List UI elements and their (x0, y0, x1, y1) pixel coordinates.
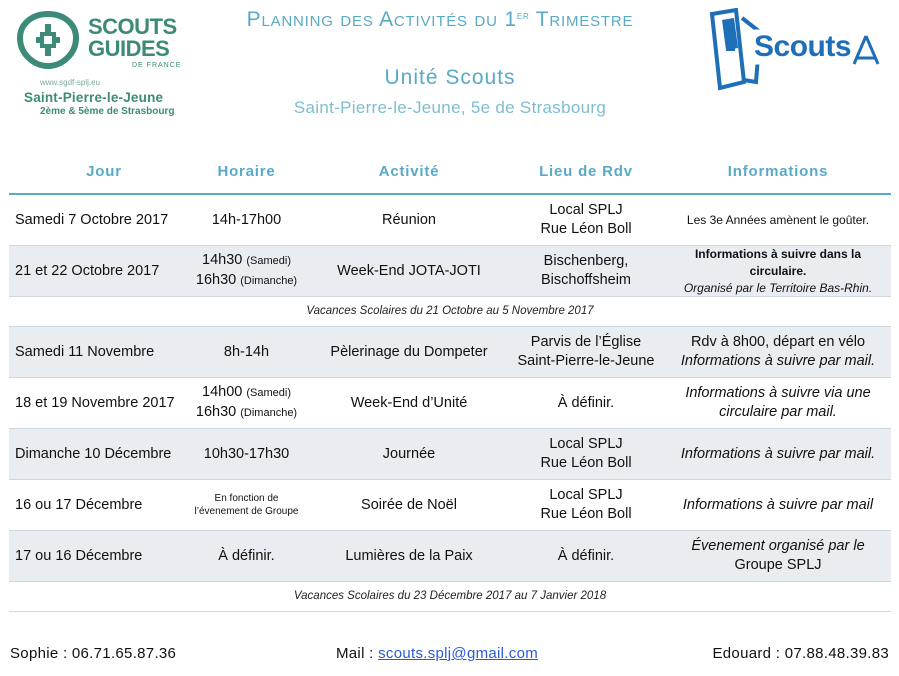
cell-activity: Week-End JOTA-JOTI (337, 262, 481, 279)
logo-word-guides: GUIDES (88, 36, 170, 61)
cell-place: À définir. (557, 394, 615, 411)
cell-place: Bischenberg, Bischoffsheim (541, 253, 631, 288)
scouts-logo-text: Scouts (754, 30, 852, 63)
scout-emblem-icon (12, 10, 84, 70)
cell-place: Local SPLJ Rue Léon Boll (540, 202, 632, 237)
cell-time: 8h-14h (223, 343, 270, 360)
cell-place: Local SPLJ Rue Léon Boll (540, 487, 632, 522)
logo-word-de-france: DE FRANCE (132, 62, 182, 69)
cell-activity: Journée (382, 445, 436, 462)
table-row (9, 246, 891, 297)
cell-time: 14h-17h00 (211, 211, 282, 228)
vacation-notice: Vacances Scolaires du 23 Décembre 2017 au 7 Janvier 2018 (9, 582, 891, 612)
cell-info: Informations à suivre dans la circulaire. Organisé par le Territoire Bas-Rhin. (683, 246, 873, 295)
contact-mail: Mail : scouts.splj@gmail.com (336, 645, 539, 662)
contact-sophie: Sophie : 06.71.65.87.36 (10, 645, 177, 662)
cell-day: 21 et 22 Octobre 2017 (15, 262, 160, 279)
header-jour: Jour (86, 163, 122, 180)
unit-title: Unité Scouts (384, 66, 516, 89)
cell-day: 17 ou 16 Décembre (15, 547, 143, 564)
table-row (9, 429, 891, 480)
cell-day: 18 et 19 Novembre 2017 (15, 394, 175, 411)
cell-time: 10h30-17h30 (203, 445, 290, 462)
header-activite: Activité (378, 163, 440, 180)
table-row (9, 195, 891, 246)
cell-day: 16 ou 17 Décembre (15, 496, 143, 513)
cell-day: Samedi 7 Octobre 2017 (15, 211, 169, 228)
mail-link[interactable]: scouts.splj@gmail.com (378, 645, 539, 662)
cell-info: Informations à suivre par mail (682, 496, 874, 513)
cell-time: 14h00 (Samedi) 16h30 (Dimanche) (195, 384, 298, 420)
cell-info: Informations à suivre via une circulaire par mail. (685, 385, 871, 420)
header-informations: Informations (727, 163, 829, 180)
table-row (9, 480, 891, 531)
header-lieu: Lieu de Rdv (539, 163, 633, 180)
cell-activity: Lumières de la Paix (345, 547, 473, 564)
table-header (9, 155, 891, 193)
cell-day: Dimanche 10 Décembre (15, 445, 172, 462)
scouts-logo (706, 8, 891, 98)
page-title: Planning des Activités du 1er Trimestre (246, 8, 634, 31)
cell-time: En fonction de l’évenement de Groupe (194, 493, 299, 517)
cell-time: 14h30 (Samedi) 16h30 (Dimanche) (195, 252, 298, 288)
cell-place: À définir. (557, 547, 615, 564)
logo-word-scouts: SCOUTS (88, 14, 177, 39)
header-horaire: Horaire (217, 163, 276, 180)
logo-town: Saint-Pierre-le-Jeune (24, 90, 164, 105)
table-row (9, 327, 891, 378)
cell-place: Local SPLJ Rue Léon Boll (540, 436, 632, 471)
cell-info: Rdv à 8h00, départ en vélo Informations à suivre par mail. (680, 334, 876, 369)
cell-info: Évenement organisé par le Groupe SPLJ (691, 538, 865, 573)
logo-url: www.sgdf-splj.eu (40, 78, 101, 87)
logo-groups: 2ème & 5ème de Strasbourg (40, 106, 175, 117)
cell-activity: Réunion (381, 211, 436, 228)
cell-activity: Pèlerinage du Dompeter (330, 343, 488, 360)
schedule-table (9, 155, 891, 612)
table-row (9, 531, 891, 582)
vacation-notice: Vacances Scolaires du 21 Octobre au 5 Novembre 2017 (9, 297, 891, 327)
cell-info: Les 3e Années amènent le goûter. (686, 212, 870, 227)
cell-activity: Week-End d’Unité (350, 394, 468, 411)
contact-edouard: Edouard : 07.88.48.39.83 (712, 645, 889, 662)
cell-activity: Soirée de Noël (361, 496, 457, 513)
cell-time: À définir. (218, 547, 275, 564)
sgdf-logo (10, 6, 200, 124)
cell-place: Parvis de l’Église Saint-Pierre-le-Jeune (517, 334, 655, 369)
cell-info: Informations à suivre par mail. (680, 445, 876, 462)
cell-day: Samedi 11 Novembre (15, 343, 155, 360)
unit-subtitle: Saint-Pierre-le-Jeune, 5e de Strasbourg (293, 98, 607, 117)
table-row (9, 378, 891, 429)
